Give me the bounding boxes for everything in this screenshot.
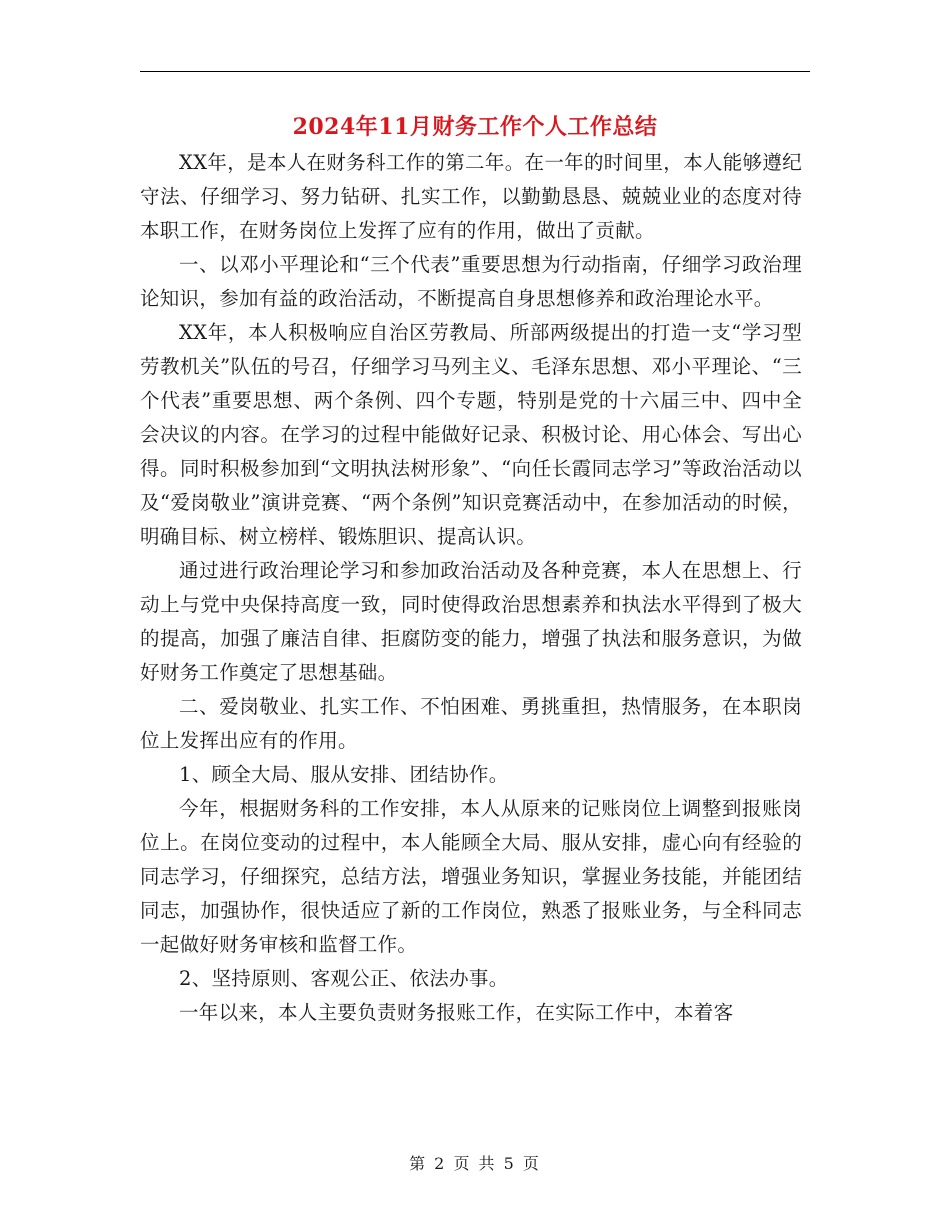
document-body bbox=[140, 146, 802, 1030]
paragraph-outcome: 通过进行政治理论学习和参加政治活动及各种竞赛，本人在思想上、行动上与党中央保持高度一致，同时使得政治思想素养和执法水平得到了极大的提高，加强了廉洁自律、拒腐防变的能力，增强了执法和服务意识，为做好财务工作奠定了思想基础。 bbox=[140, 559, 802, 684]
paragraph-subheading-one: 1、顾全大局、服从安排、团结协作。 bbox=[179, 763, 509, 786]
paragraph-study: XX年，本人积极响应自治区劳教局、所部两级提出的打造一支“学习型劳教机关”队伍的号召，仔细学习马列主义、毛泽东思想、邓小平理论、“三个代表”重要思想、两个条例、四个专题，特别是党的十六届三中、四中全会决议的内容。在学习的过程中能做好记录、积极讨论、用心体会、写出心得。同时积极参加到“文明执法树形象”、“向任长霞同志学习”等政治活动以及“爱岗敬业”演讲竞赛、“两个条例”知识竞赛活动中，在参加活动的时候，明确目标、树立榜样、锻炼胆识、提高认识。 bbox=[140, 321, 802, 548]
paragraph-job-change: 今年，根据财务科的工作安排，本人从原来的记账岗位上调整到报账岗位上。在岗位变动的过程中，本人能顾全大局、服从安排，虚心向有经验的同志学习，仔细探究，总结方法，增强业务知识，掌握业务技能，并能团结同志，加强协作，很快适应了新的工作岗位，熟悉了报账业务，与全科同志一起做好财务审核和监督工作。 bbox=[140, 797, 802, 956]
page-number: 第 2 页 共 5 页 bbox=[409, 1154, 541, 1173]
paragraph-intro: XX年，是本人在财务科工作的第二年。在一年的时间里，本人能够遵纪守法、仔细学习、努力钻研、扎实工作，以勤勤恳恳、兢兢业业的态度对待本职工作，在财务岗位上发挥了应有的作用，做出了贡献。 bbox=[140, 151, 802, 242]
paragraph-section-two-heading: 二、爱岗敬业、扎实工作、不怕困难、勇挑重担，热情服务，在本职岗位上发挥出应有的作用。 bbox=[140, 695, 802, 752]
header-rule bbox=[140, 71, 810, 72]
paragraph-section-one-heading: 一、以邓小平理论和“三个代表”重要思想为行动指南，仔细学习政治理论知识，参加有益的政治活动，不断提高自身思想修养和政治理论水平。 bbox=[140, 253, 802, 310]
paragraph-reimbursement: 一年以来，本人主要负责财务报账工作，在实际工作中，本着客 bbox=[179, 1001, 734, 1024]
document-title: 2024年11月财务工作个人工作总结 bbox=[292, 114, 658, 140]
paragraph-subheading-two: 2、坚持原则、客观公正、依法办事。 bbox=[179, 967, 509, 990]
